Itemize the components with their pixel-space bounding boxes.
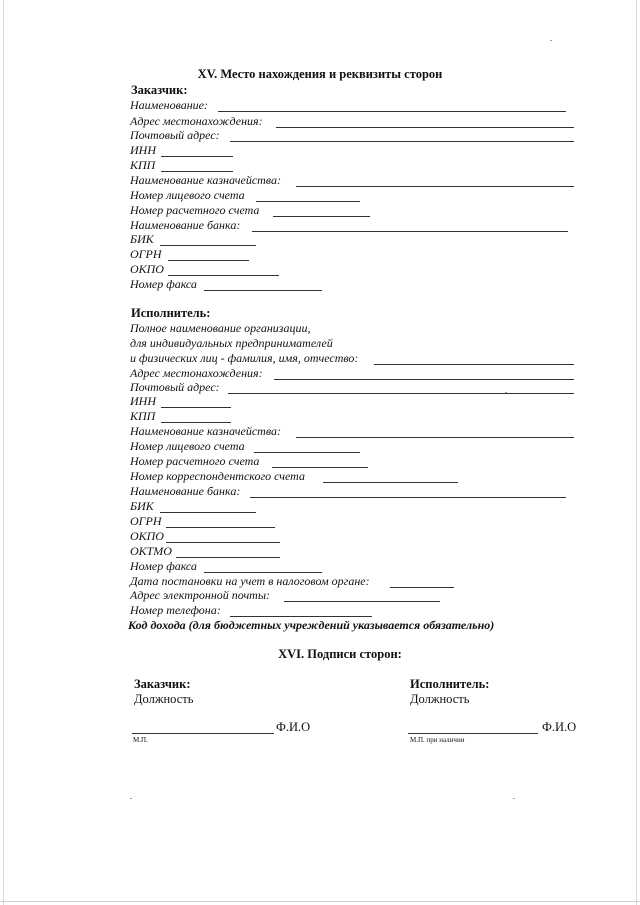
income-code-note: Код дохода (для бюджетных учреждений указывается обязательно) [128,618,495,632]
field-line[interactable] [166,527,275,528]
sig-contractor-fio: Ф.И.О [542,720,577,734]
field-line[interactable] [256,201,360,202]
field-label: Номер телефона: [130,603,221,617]
field-line[interactable] [160,512,256,513]
field-label: ИНН [130,394,156,408]
field-label: Номер лицевого счета [130,188,245,202]
sig-contractor-position: Должность [410,692,470,706]
section-15-title: XV. Место нахождения и реквизиты сторон [197,67,443,81]
field-label: ИНН [130,143,156,157]
field-line[interactable] [272,467,368,468]
field-line[interactable] [254,452,360,453]
field-label: Адрес местонахождения: [130,366,263,380]
field-line[interactable] [296,186,574,187]
contractor-name-line-1: Полное наименование организации, [130,321,311,335]
field-line[interactable] [204,290,322,291]
field-line[interactable] [273,216,370,217]
field-label: Почтовый адрес: [130,128,220,142]
field-label: КПП [130,409,156,423]
field-line[interactable] [176,557,280,558]
field-label: ОГРН [130,514,162,528]
field-label: Адрес электронной почты: [130,588,270,602]
field-label: Почтовый адрес: [130,380,220,394]
field-line[interactable] [284,601,440,602]
field-line[interactable] [250,497,566,498]
field-label: Номер факса [130,559,197,573]
scan-speck [550,40,552,41]
field-line[interactable] [161,422,231,423]
section-16-title: XVI. Подписи сторон: [278,647,402,661]
field-line[interactable] [296,437,574,438]
scan-speck [505,392,507,393]
page-edge-bottom [0,901,640,902]
field-line[interactable] [230,616,372,617]
field-label: Номер корреспондентского счета [130,469,305,483]
field-label: Номер лицевого счета [130,439,245,453]
field-label: Адрес местонахождения: [130,114,263,128]
field-label: БИК [130,232,154,246]
sig-customer-signature-line[interactable] [132,733,274,734]
field-line[interactable] [252,231,568,232]
sig-customer-stamp: М.П. [133,736,148,744]
field-line[interactable] [228,393,574,394]
field-label: ОКПО [130,529,164,543]
field-line[interactable] [276,127,574,128]
sig-contractor-stamp: М.П. при наличии [410,736,465,744]
field-label: Наименование банка: [130,484,241,498]
field-line[interactable] [161,407,231,408]
field-line[interactable] [274,379,574,380]
field-label: ОКТМО [130,544,172,558]
field-label: Номер расчетного счета [130,203,260,217]
field-label: Дата постановки на учет в налоговом органе: [130,574,370,588]
page-edge-left [3,0,4,905]
field-line[interactable] [161,171,233,172]
field-label: БИК [130,499,154,513]
field-line[interactable] [374,364,574,365]
scan-speck [130,798,132,799]
field-label: Номер факса [130,277,197,291]
field-line[interactable] [166,542,280,543]
field-line[interactable] [323,482,458,483]
field-line[interactable] [204,572,322,573]
sig-contractor-signature-line[interactable] [408,733,538,734]
field-label: Наименование казначейства: [130,173,281,187]
field-line[interactable] [230,141,574,142]
field-line[interactable] [161,156,233,157]
scan-speck [513,798,515,799]
contractor-name-line-2: для индивидуальных предпринимателей [130,336,333,350]
field-label: ОКПО [130,262,164,276]
field-line[interactable] [168,275,279,276]
field-label: Номер расчетного счета [130,454,260,468]
field-line[interactable] [168,260,249,261]
customer-heading: Заказчик: [131,83,188,97]
field-label: Наименование: [130,98,209,112]
sig-customer-position: Должность [134,692,194,706]
sig-customer-fio: Ф.И.О [276,720,311,734]
page-edge-right [636,0,637,905]
field-label: и физических лиц - фамилия, имя, отчество: [130,351,359,365]
field-label: КПП [130,158,156,172]
contractor-heading: Исполнитель: [131,306,211,320]
sig-contractor-heading: Исполнитель: [410,677,490,691]
field-label: ОГРН [130,247,162,261]
field-line[interactable] [390,587,454,588]
field-line[interactable] [218,111,566,112]
field-label: Наименование казначейства: [130,424,281,438]
sig-customer-heading: Заказчик: [134,677,191,691]
field-line[interactable] [160,245,256,246]
field-label: Наименование банка: [130,218,241,232]
